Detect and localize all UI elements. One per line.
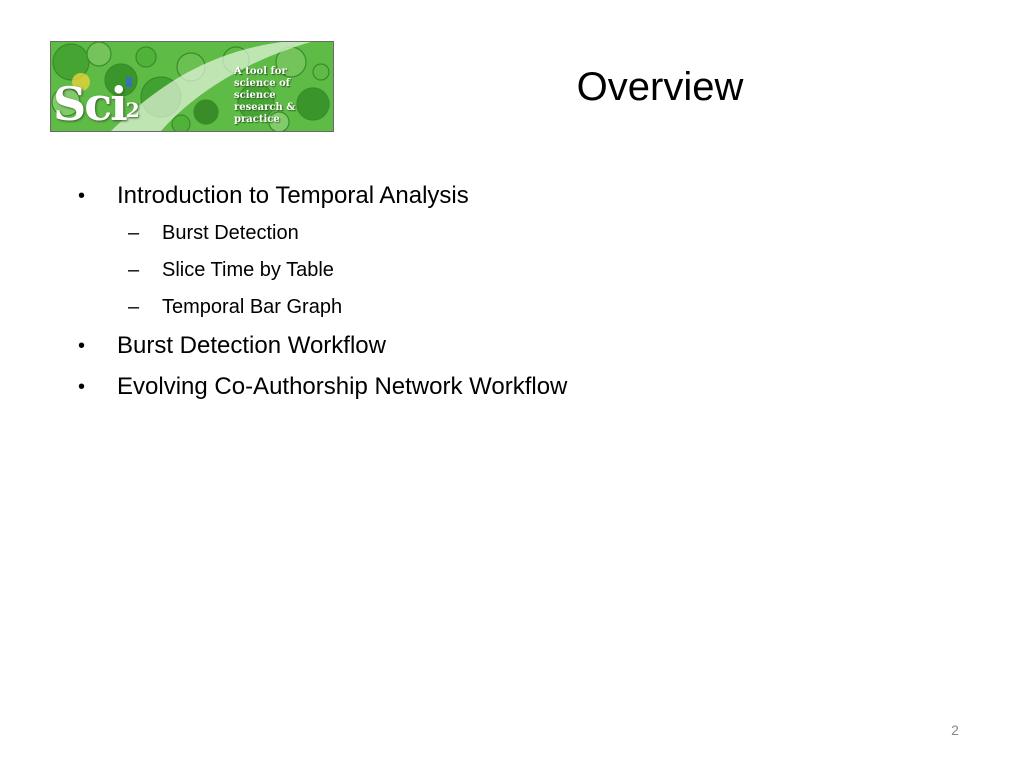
- outline-subitem: [78, 256, 958, 284]
- outline-subitem-text: Temporal Bar Graph: [162, 296, 343, 318]
- outline-subitems: [78, 219, 958, 321]
- outline-subitem: [78, 219, 958, 247]
- dash-icon: –: [128, 259, 140, 281]
- bullet-icon: •: [78, 335, 86, 357]
- outline-list: [78, 180, 958, 412]
- outline-item-text: Burst Detection Workflow: [117, 332, 386, 359]
- sci2-logo: [50, 41, 334, 132]
- bullet-icon: •: [78, 376, 86, 398]
- sci2-tagline: A tool for science of science research & practice: [234, 66, 296, 125]
- slide-title: Overview: [576, 65, 744, 109]
- sci2-wordmark: Sci$^2$: [53, 77, 138, 131]
- outline-item-text: Evolving Co-Authorship Network Workflow: [117, 373, 568, 400]
- outline-item-text: Introduction to Temporal Analysis: [117, 182, 469, 209]
- outline-subitem: [78, 293, 958, 321]
- page-number: 2: [951, 722, 959, 738]
- bullet-icon: •: [78, 185, 86, 207]
- dash-icon: –: [128, 222, 140, 244]
- outline-item: [78, 371, 958, 403]
- dash-icon: –: [128, 296, 140, 318]
- outline-item: [78, 330, 958, 362]
- outline-subitem-text: Burst Detection: [162, 222, 299, 244]
- outline-subitem-text: Slice Time by Table: [162, 259, 334, 281]
- outline-item: [78, 180, 958, 212]
